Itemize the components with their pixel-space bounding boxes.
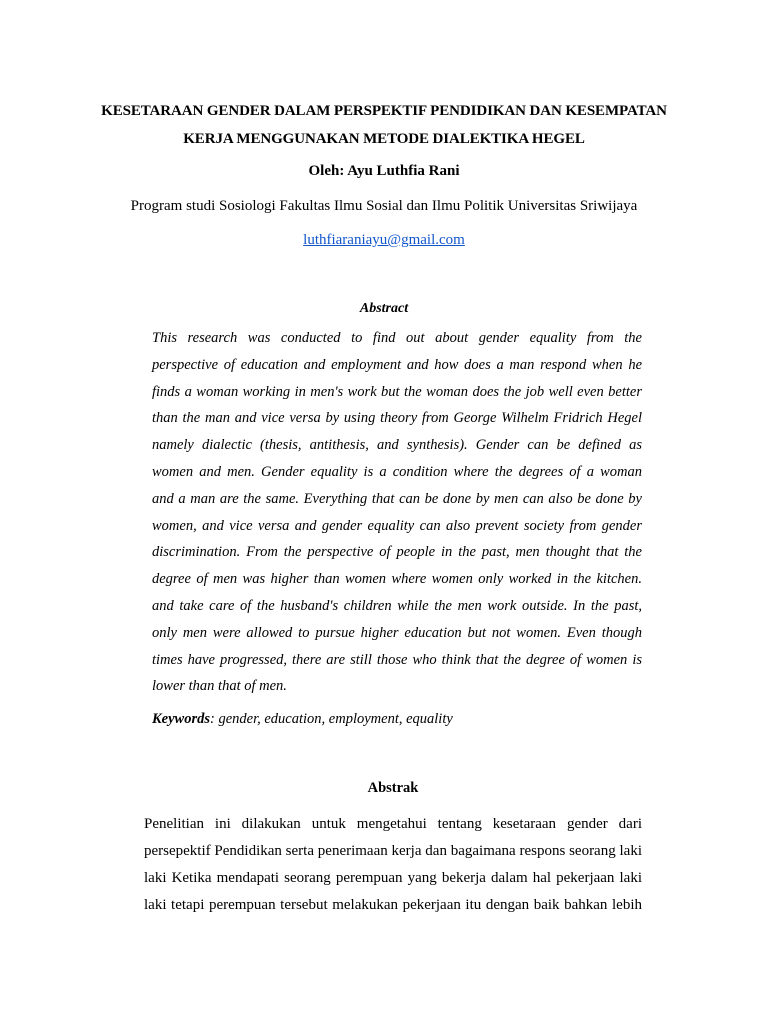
abstract-line: and take care of the husband's children while the men work outside. In the past, (152, 597, 642, 614)
abstrak-line: laki Ketika mendapati seorang perempuan yang bekerja dalam hal pekerjaan laki (144, 870, 642, 886)
abstract-line: discrimination. From the perspective of people in the past, men thought that the (152, 544, 642, 561)
paper-title-line: KESETARAAN GENDER DALAM PERSPEKTIF PENDIDIKAN DAN KESEMPATAN (101, 103, 667, 119)
abstract-line: only men were allowed to pursue higher education but not women. Even though (152, 624, 642, 641)
affiliation-line: Program studi Sosiologi Fakultas Ilmu Sosial dan Ilmu Politik Universitas Sriwijaya (130, 198, 638, 214)
abstract-line: finds a woman working in men's work but the woman does the job well even better (152, 383, 642, 400)
abstrak-body (144, 811, 642, 919)
paper-title (40, 97, 728, 153)
keywords-label: Keywords (152, 711, 210, 727)
abstrak-heading: Abstrak (367, 780, 419, 796)
abstract-line: women, and vice versa and gender equality can also prevent society from gender (152, 517, 642, 534)
abstract-line: namely dialectic (thesis, antithesis, and synthesis). Gender can be defined as (152, 437, 642, 454)
abstract-line: perspective of education and employment and how does a man respond when he (152, 356, 642, 373)
keywords-text: : gender, education, employment, equality (210, 711, 453, 727)
email-line (0, 230, 768, 250)
abstrak-line: persepektif Pendidikan serta penerimaan kerja dan bagaimana respons seorang laki (144, 843, 642, 859)
abstract-line: and a man are the same. Everything that can be done by men can also be done by (152, 490, 642, 507)
abstrak-line: Penelitian ini dilakukan untuk mengetahui tentang kesetaraan gender dari (144, 816, 642, 832)
abstract-body (152, 325, 642, 700)
paper-title-line: KERJA MENGGUNAKAN METODE DIALEKTIKA HEGEL (183, 131, 585, 147)
abstract-line: This research was conducted to find out about gender equality from the (152, 330, 642, 346)
abstract-line: degree of men was higher than women where women only worked in the kitchen. (152, 571, 642, 588)
abstract-heading: Abstract (359, 301, 409, 316)
abstract-line: lower than that of men. (152, 678, 287, 695)
abstract-line: women and men. Gender equality is a condition where the degrees of a woman (152, 463, 642, 480)
abstract-line: than the man and vice versa by using theory from George Wilhelm Fridrich Hegel (152, 410, 642, 427)
email-link[interactable]: luthfiaraniayu@gmail.com (303, 232, 465, 248)
abstrak-line: laki tetapi perempuan tersebut melakukan pekerjaan itu dengan baik bahkan lebih (144, 897, 642, 913)
keywords-line (152, 708, 642, 730)
abstract-line: times have progressed, there are still those who think that the degree of women is (152, 651, 642, 668)
author-line: Oleh: Ayu Luthfia Rani (308, 163, 460, 179)
